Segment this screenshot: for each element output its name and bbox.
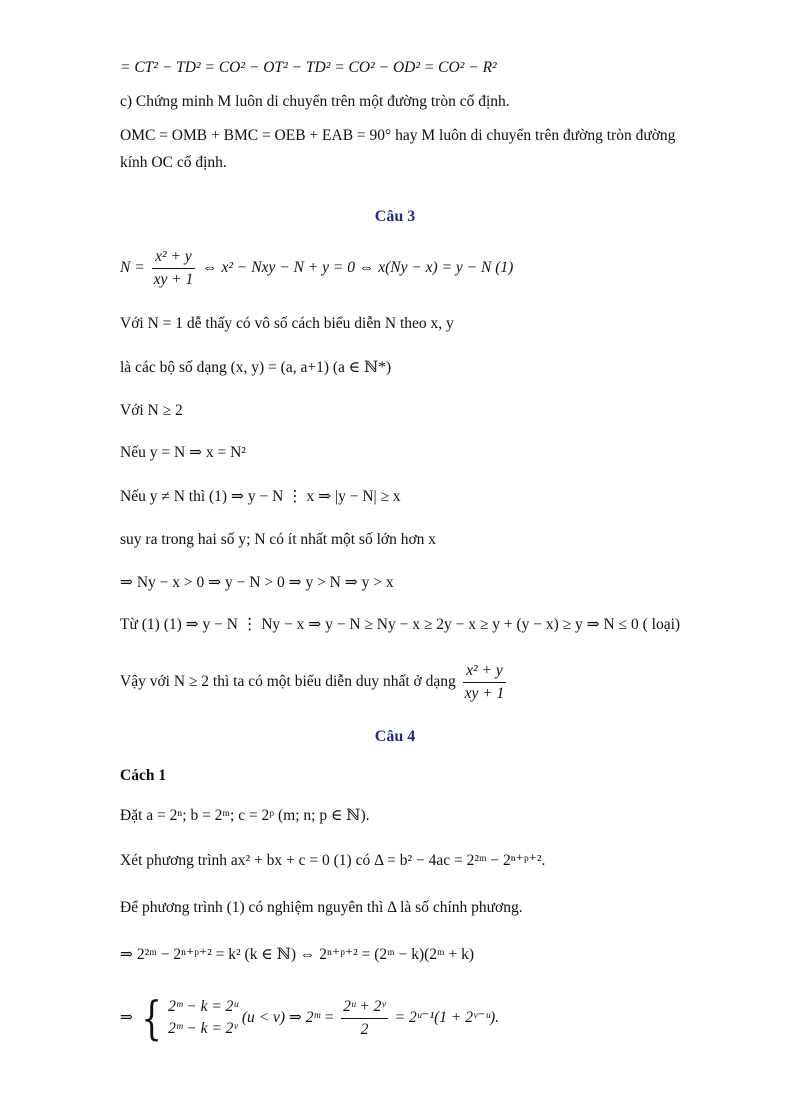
q3-conclusion [120,660,509,704]
q3-deduction: suy ra trong hai số y; N có ít nhất một số lớn hơn x [120,531,437,548]
q4-square-equation: ⇒ 2²ᵐ − 2ⁿ⁺ᵖ⁺² = k² (k ∈ ℕ) ⇔ 2ⁿ⁺ᵖ⁺² = (2ᵐ − k)(2ᵐ + k) [120,946,475,963]
q3-if-y-equals-n: Nếu y = N ⇒ x = N² [120,444,246,461]
q3-eq-numerator: x² + y [152,248,196,269]
q4-set-values: Đặt a = 2ⁿ; b = 2ᵐ; c = 2ᵖ (m; n; p ∈ ℕ). [120,807,370,824]
q3-conclusion-text: Vậy với N ≥ 2 thì ta có một biểu diễn duy nhất ở dạng [120,673,456,690]
q4-system-fraction [341,998,388,1039]
q3-if-y-not-n: Nếu y ≠ N thì (1) ⇒ y − N ⋮ x ⇒ |y − N| ≥ x [120,488,401,505]
q4-system-mid: (u < v) ⇒ 2ᵐ = [241,1009,335,1026]
q3-case-n2: Với N ≥ 2 [120,402,183,419]
q3-contradiction: Từ (1) (1) ⇒ y − N ⋮ Ny − x ⇒ y − N ≥ Ny − x ≥ 2y − x ≥ y + (y − x) ≥ y ⇒ N ≤ 0 ( loại) [120,616,681,633]
q4-system [137,991,238,1046]
q4-consider-equation: Xét phương trình ax² + bx + c = 0 (1) có Δ = b² − 4ac = 2²ᵐ − 2ⁿ⁺ᵖ⁺². [120,852,546,869]
question-4-heading: Câu 4 [374,728,416,745]
q3-implication-chain: ⇒ Ny − x > 0 ⇒ y − N > 0 ⇒ y > N ⇒ y > x [120,574,394,591]
q4-system-rows [168,996,238,1040]
q4-system-row-1: 2ᵐ − k = 2ᵘ [168,998,238,1016]
q3-conclusion-fraction [463,662,507,703]
angle-proof-continuation: kính OC cố định. [120,154,227,171]
q3-eq-fraction [152,248,196,289]
q4-system-arrow: ⇒ [120,1009,133,1026]
q4-system-denominator: 2 [360,1020,369,1038]
q3-eq-lhs: N = [120,259,145,276]
q3-tuple-form: là các bộ số dạng (x, y) = (a, a+1) (a ∈ ℕ*) [120,359,392,376]
q4-system-row-2: 2ᵐ − k = 2ᵛ [168,1020,238,1038]
angle-proof-line: OMC = OMB + BMC = OEB + EAB = 90° hay M luôn di chuyển trên đường tròn đường [120,127,676,144]
q3-eq-rhs: ⇔ x² − Nxy − N + y = 0 ⇔ x(Ny − x) = y − N (1) [202,259,514,276]
part-c-statement: c) Chứng minh M luôn di chuyển trên một đường tròn cố định. [120,93,510,110]
left-brace-icon: { [141,991,162,1046]
q4-system-end: = 2ᵘ⁻¹(1 + 2ᵛ⁻ᵘ). [394,1009,500,1026]
q3-conclusion-denominator: xy + 1 [464,684,505,702]
q4-method-1: Cách 1 [120,767,167,784]
q4-system-numerator: 2ᵘ + 2ᵛ [341,998,388,1019]
q4-perfect-square-condition: Để phương trình (1) có nghiệm nguyên thì Δ là số chính phương. [120,899,523,916]
q4-system-line [120,990,499,1046]
q3-conclusion-numerator: x² + y [463,662,507,683]
q3-main-equation [120,246,513,290]
q3-eq-denominator: xy + 1 [153,270,194,288]
q3-case-n1: Với N = 1 dễ thấy có vô số cách biểu diễn N theo x, y [120,315,454,332]
equation-ct-td: = CT² − TD² = CO² − OT² − TD² = CO² − OD² = CO² − R² [120,59,497,76]
question-3-heading: Câu 3 [374,208,416,225]
